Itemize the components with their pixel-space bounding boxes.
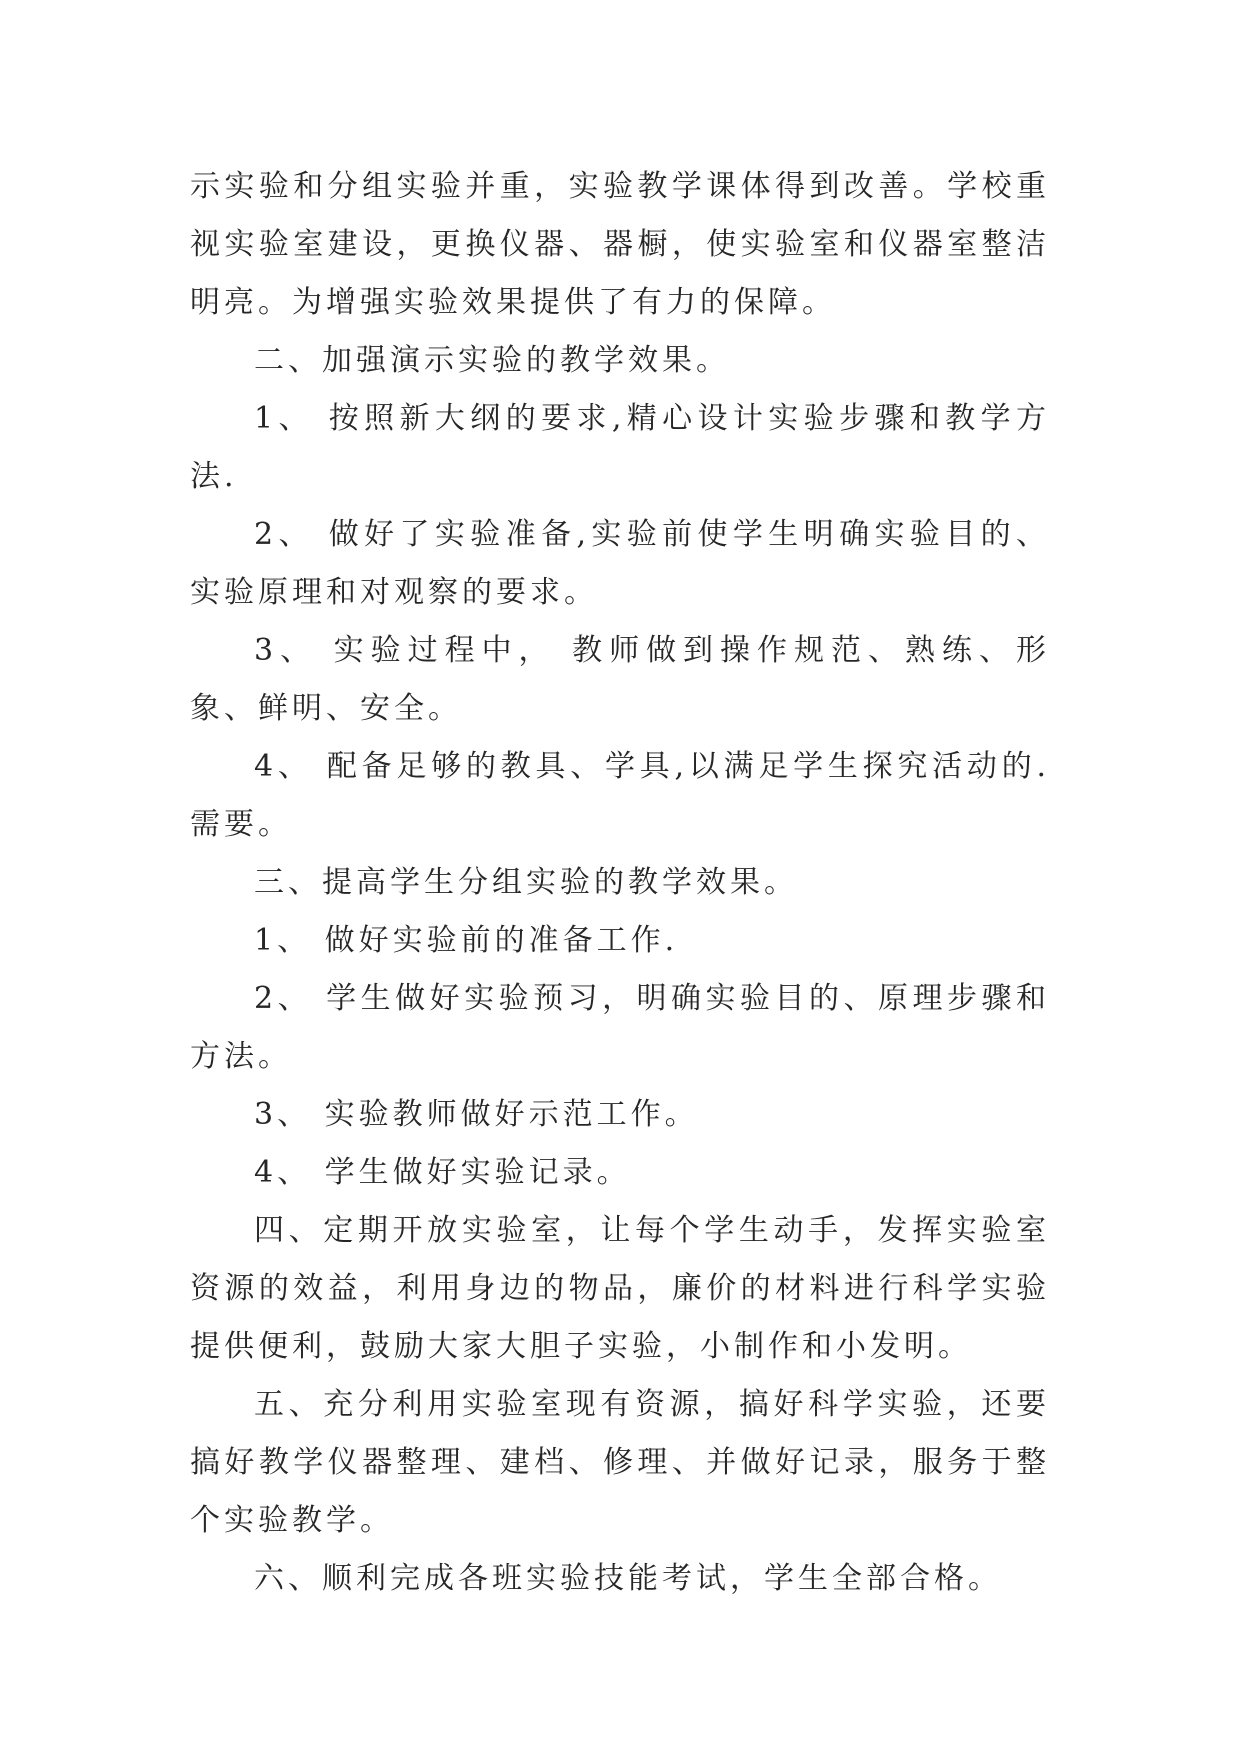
list-item-3-4: 4、 学生做好实验记录。 (254, 1155, 631, 1190)
section-paragraph-5: 五、充分利用实验室现有资源，搞好科学实验，还要搞好教学仪器整理、建档、修理、并做好记录，服务于整个实验教学。 (190, 1387, 1050, 1538)
list-item-2-3: 3、 实验过程中， 教师做到操作规范、熟练、形象、鲜明、安全。 (190, 633, 1050, 726)
section-heading-2: 二、加强演示实验的教学效果。 (254, 343, 730, 378)
list-item-2-1: 1、 按照新大纲的要求,精心设计实验步骤和教学方法. (190, 401, 1050, 494)
section-paragraph-6: 六、顺利完成各班实验技能考试，学生全部合格。 (254, 1561, 1002, 1596)
list-item-2-2: 2、 做好了实验准备,实验前使学生明确实验目的、实验原理和对观察的要求。 (190, 517, 1050, 610)
list-item-3-2: 2、 学生做好实验预习，明确实验目的、原理步骤和方法。 (190, 981, 1050, 1074)
list-item-2-4: 4、 配备足够的教具、学具,以满足学生探究活动的.需要。 (190, 749, 1050, 842)
section-heading-3: 三、提高学生分组实验的教学效果。 (254, 865, 798, 900)
paragraph-intro-continuation: 示实验和分组实验并重，实验教学课体得到改善。学校重视实验室建设，更换仪器、器橱，使实验室和仪器室整洁明亮。为增强实验效果提供了有力的保障。 (190, 169, 1050, 320)
document-body (190, 158, 1050, 1608)
list-item-3-3: 3、 实验教师做好示范工作。 (254, 1097, 699, 1132)
list-item-3-1: 1、 做好实验前的准备工作. (254, 923, 679, 958)
section-paragraph-4: 四、定期开放实验室，让每个学生动手，发挥实验室资源的效益，利用身边的物品，廉价的材料进行科学实验提供便利，鼓励大家大胆子实验，小制作和小发明。 (190, 1213, 1050, 1364)
